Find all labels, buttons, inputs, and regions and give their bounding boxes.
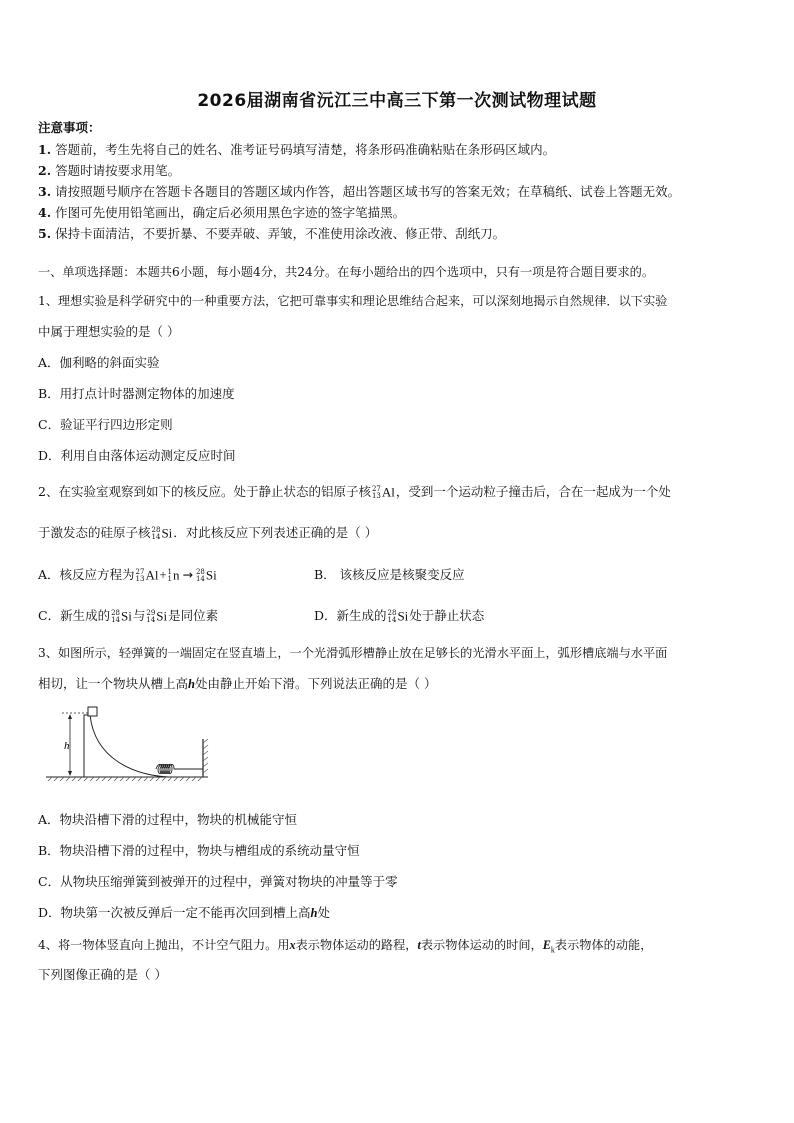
q2-stem-line2 xyxy=(38,525,377,542)
notice-num: 3. xyxy=(38,184,52,199)
q4-stem-line1 xyxy=(38,937,652,958)
nuclide-si28 xyxy=(152,525,173,542)
q3-text: 处由静止开始下滑。下列说法正确的是（ ） xyxy=(194,676,437,691)
element-symbol: Si xyxy=(156,608,168,624)
q4-text: 表示物体运动的时间， xyxy=(420,938,543,952)
atomic-number: 13 xyxy=(371,491,381,500)
element-symbol: Si xyxy=(205,567,217,583)
element-symbol: Si xyxy=(121,608,132,624)
atomic-number: 14 xyxy=(111,615,120,624)
notice-num: 4. xyxy=(38,205,52,220)
atomic-number: 14 xyxy=(387,615,397,624)
height-symbol: h xyxy=(188,677,195,691)
q3-option-d xyxy=(38,905,330,921)
notice-text: 答题前，考生先将自己的姓名、准考证号码填写清楚，将条形码准确粘贴在条形码区域内。 xyxy=(55,142,556,157)
atomic-number: 14 xyxy=(151,532,161,541)
q1-option-c: C．验证平行四边形定则 xyxy=(38,417,173,432)
q3-figure xyxy=(40,705,215,785)
spring xyxy=(156,765,203,774)
q1-option-d: D．利用自由落体运动测定反应时间 xyxy=(38,448,236,463)
notice-num: 2. xyxy=(38,163,52,178)
q3-option-b: B．物块沿槽下滑的过程中，物块与槽组成的系统动量守恒 xyxy=(38,843,360,858)
q2-option-text: 是同位素 xyxy=(168,608,219,623)
q2-text: 2、在实验室观察到如下的核反应。处于静止状态的铝原子核 xyxy=(38,484,371,499)
q3-option-text: D．物块第一次被反弹后一定不能再次回到槽上高 xyxy=(38,905,311,920)
q4-text: 4、将一物体竖直向上抛出，不计空气阻力。用 xyxy=(38,938,290,952)
symbol-t: t xyxy=(417,938,421,952)
q2-option-text: A．核反应方程为 xyxy=(38,567,135,582)
arc-groove xyxy=(84,715,168,777)
height-arrow-head-top xyxy=(68,714,72,719)
nuclide-si28 xyxy=(388,608,409,625)
q2-text: ，受到一个运动粒子撞击后，合在一起成为一个处 xyxy=(395,484,671,499)
reaction-arrow: → xyxy=(182,567,193,582)
exam-title: 2026届湖南省沅江三中高三下第一次测试物理试题 xyxy=(197,91,597,111)
atomic-number: 13 xyxy=(135,574,145,583)
mass-number: 28 xyxy=(111,608,120,617)
floor-hatching xyxy=(48,777,202,781)
q1-stem-line2: 中属于理想实验的是（ ） xyxy=(38,324,180,339)
height-label: h xyxy=(64,740,70,752)
q3-stem-line2 xyxy=(38,676,436,692)
q3-stem-line1: 3、如图所示，轻弹簧的一端固定在竖直墙上，一个光滑弧形槽静止放在足够长的光滑水平面上，弧形槽底端与水平面 xyxy=(38,646,668,660)
element-symbol: Si xyxy=(397,608,409,624)
q1-stem-line1: 1、理想实验是科学研究中的一种重要方法，它把可靠事实和理论思维结合起来，可以深刻地揭示自然规律．以下实验 xyxy=(38,294,668,308)
q2-stem-line1 xyxy=(38,484,671,501)
atomic-number: 1 xyxy=(167,574,172,583)
nuclide-si28 xyxy=(111,608,132,625)
element-symbol: Si xyxy=(161,525,173,541)
nuclide-al27 xyxy=(136,567,159,584)
q2-text: 于激发态的硅原子核 xyxy=(38,525,151,540)
q1-option-a: A．伽利略的斜面实验 xyxy=(38,355,160,370)
block xyxy=(88,707,97,716)
notice-text: 作图可先使用铅笔画出，确定后必须用黑色字迹的签字笔描黑。 xyxy=(55,205,406,220)
mass-number: 28 xyxy=(151,525,161,534)
q2-option-a xyxy=(38,567,218,584)
wall-hatching xyxy=(203,739,208,773)
mass-number: 27 xyxy=(135,567,145,576)
q2-option-text: 与 xyxy=(132,608,146,623)
symbol-x: x xyxy=(289,938,296,952)
height-arrow-head-bottom xyxy=(68,771,72,776)
mass-number: 29 xyxy=(146,608,156,617)
q3-option-a: A．物块沿槽下滑的过程中，物块的机械能守恒 xyxy=(38,812,298,827)
notice-text: 保持卡面清洁，不要折暴、不要弄破、弄皱，不准使用涂改液、修正带、刮纸刀。 xyxy=(55,226,506,241)
q2-option-text: C．新生成的 xyxy=(38,608,111,623)
notice-item-3 xyxy=(38,184,680,200)
q3-option-text: 处 xyxy=(317,905,330,920)
notice-text: 请按照题号顺序在答题卡各题目的答题区域内作答，超出答题区域书写的答案无效；在草稿纸、试卷上答题无效。 xyxy=(55,184,681,199)
notice-item-4 xyxy=(38,205,405,221)
symbol-ek: E xyxy=(542,938,551,952)
q4-text: 表示物体的动能， xyxy=(554,938,653,952)
mass-number: 28 xyxy=(195,567,205,576)
element-symbol: Al xyxy=(145,567,159,583)
notice-num: 5. xyxy=(38,226,52,241)
notice-item-1 xyxy=(38,142,555,158)
section-heading: 一、单项选择题：本题共6小题，每小题4分，共24分。在每小题给出的四个选项中，只有一项是符合题目要求的。 xyxy=(38,265,655,279)
nuclide-si28 xyxy=(196,567,217,584)
atomic-number: 14 xyxy=(195,574,205,583)
q3-option-c: C．从物块压缩弹簧到被弹开的过程中，弹簧对物块的冲量等于零 xyxy=(38,874,398,889)
q4-stem-line2: 下列图像正确的是（ ） xyxy=(38,967,167,982)
notice-text: 答题时请按要求用笔。 xyxy=(55,163,181,178)
q2-text: ．对此核反应下列表述正确的是（ ） xyxy=(173,525,378,540)
nuclide-si29 xyxy=(146,608,167,625)
q2-option-text: D．新生成的 xyxy=(314,608,387,623)
notice-num: 1. xyxy=(38,142,52,157)
q4-text: 表示物体运动的路程， xyxy=(295,938,418,952)
q2-option-d xyxy=(314,608,484,625)
nuclide-neutron xyxy=(168,567,180,584)
nuclide-al27 xyxy=(372,484,395,501)
element-symbol: n xyxy=(172,567,180,583)
q2-option-b: B． 该核反应是核聚变反应 xyxy=(314,567,465,582)
atomic-number: 14 xyxy=(146,615,156,624)
notice-heading: 注意事项： xyxy=(38,120,101,135)
mass-number: 27 xyxy=(371,484,381,493)
mass-number: 1 xyxy=(167,567,172,576)
element-symbol: Al xyxy=(381,484,395,500)
mass-number: 28 xyxy=(387,608,397,617)
q2-option-text: 处于静止状态 xyxy=(409,608,485,623)
symbol-ek-subscript: k xyxy=(550,945,555,955)
notice-item-5 xyxy=(38,226,505,242)
q2-option-c xyxy=(38,608,218,625)
q3-text: 相切，让一个物块从槽上高 xyxy=(38,676,189,691)
notice-item-2 xyxy=(38,163,180,179)
plus-sign: + xyxy=(159,568,167,582)
height-symbol: h xyxy=(310,906,318,920)
q1-option-b: B．用打点计时器测定物体的加速度 xyxy=(38,386,235,401)
